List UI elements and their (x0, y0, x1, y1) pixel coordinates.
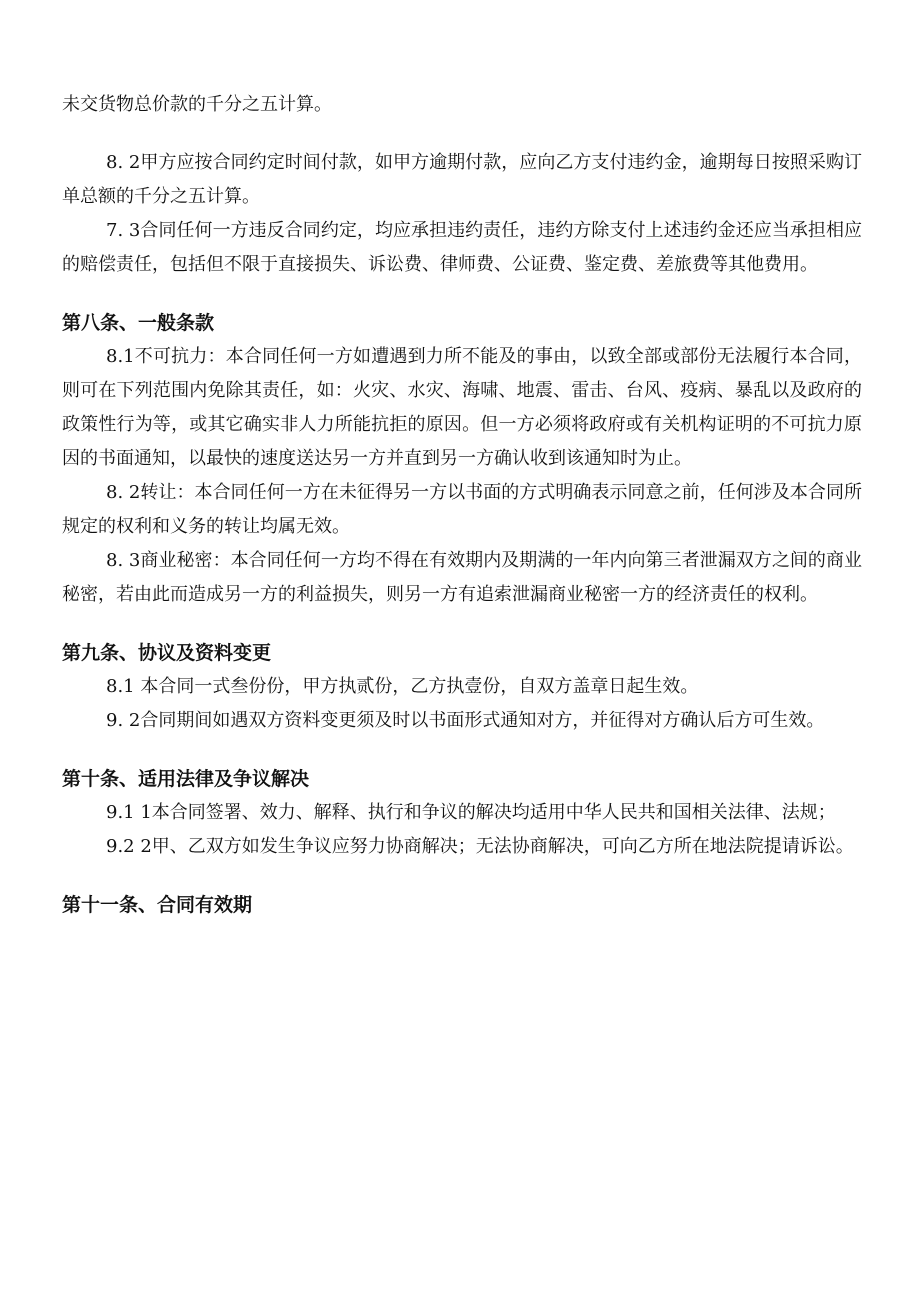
spacer (62, 864, 862, 888)
clause-7-3: 7. 3合同任何一方违反合同约定，均应承担违约责任，违约方除支付上述违约金还应当承担相应的赔偿责任，包括但不限于直接损失、诉讼费、律师费、公证费、鉴定费、差旅费等其他费用。 (62, 220, 862, 275)
article-10-clause-1: 9.1 1本合同签署、效力、解释、执行和争议的解决均适用中华人民共和国相关法律、法规； (106, 802, 836, 823)
continuation-text: 未交货物总价款的千分之五计算。 (62, 94, 332, 115)
article-8-clause-1: 8.1不可抗力：本合同任何一方如遭遇到力所不能及的事由，以致全部或部份无法履行本合同，则可在下列范围内免除其责任，如：火灾、水灾、海啸、地震、雷击、台风、疫病、暴乱以及政府的政策性行为等，或其它确实非人力所能抗拒的原因。但一方必须将政府或有关机构证明的不可抗力原因的书面通知，以最快的速度送达另一方并直到另一方确认收到该通知时为止。 (62, 346, 862, 469)
article-9-clause-1: 8.1 本合同一式叁份份，甲方执贰份，乙方执壹份，自双方盖章日起生效。 (106, 676, 699, 697)
article-8-clause-3: 8. 3商业秘密：本合同任何一方均不得在有效期内及期满的一年内向第三者泄漏双方之间的商业秘密，若由此而造成另一方的利益损失，则另一方有追索泄漏商业秘密一方的经济责任的权利。 (62, 550, 862, 605)
article-10-title: 第十条、适用法律及争议解决 (62, 768, 310, 790)
document-page (62, 88, 862, 922)
spacer (62, 612, 862, 636)
article-9-clause-2: 9. 2合同期间如遇双方资料变更须及时以书面形式通知对方，并征得对方确认后方可生效。 (106, 710, 825, 731)
spacer (62, 738, 862, 762)
clause-8-2-payment: 8. 2甲方应按合同约定时间付款，如甲方逾期付款，应向乙方支付违约金，逾期每日按照采购订单总额的千分之五计算。 (62, 152, 862, 207)
article-9-title: 第九条、协议及资料变更 (62, 642, 272, 664)
article-11-title: 第十一条、合同有效期 (62, 894, 253, 916)
article-10-clause-2: 9.2 2甲、乙双方如发生争议应努力协商解决；无法协商解决，可向乙方所在地法院提请诉讼。 (106, 836, 854, 857)
article-8-clause-2: 8. 2转让：本合同任何一方在未征得另一方以书面的方式明确表示同意之前，任何涉及本合同所规定的权利和义务的转让均属无效。 (62, 482, 862, 537)
spacer (62, 282, 862, 306)
article-8-title: 第八条、一般条款 (62, 312, 215, 334)
spacer (62, 122, 862, 146)
